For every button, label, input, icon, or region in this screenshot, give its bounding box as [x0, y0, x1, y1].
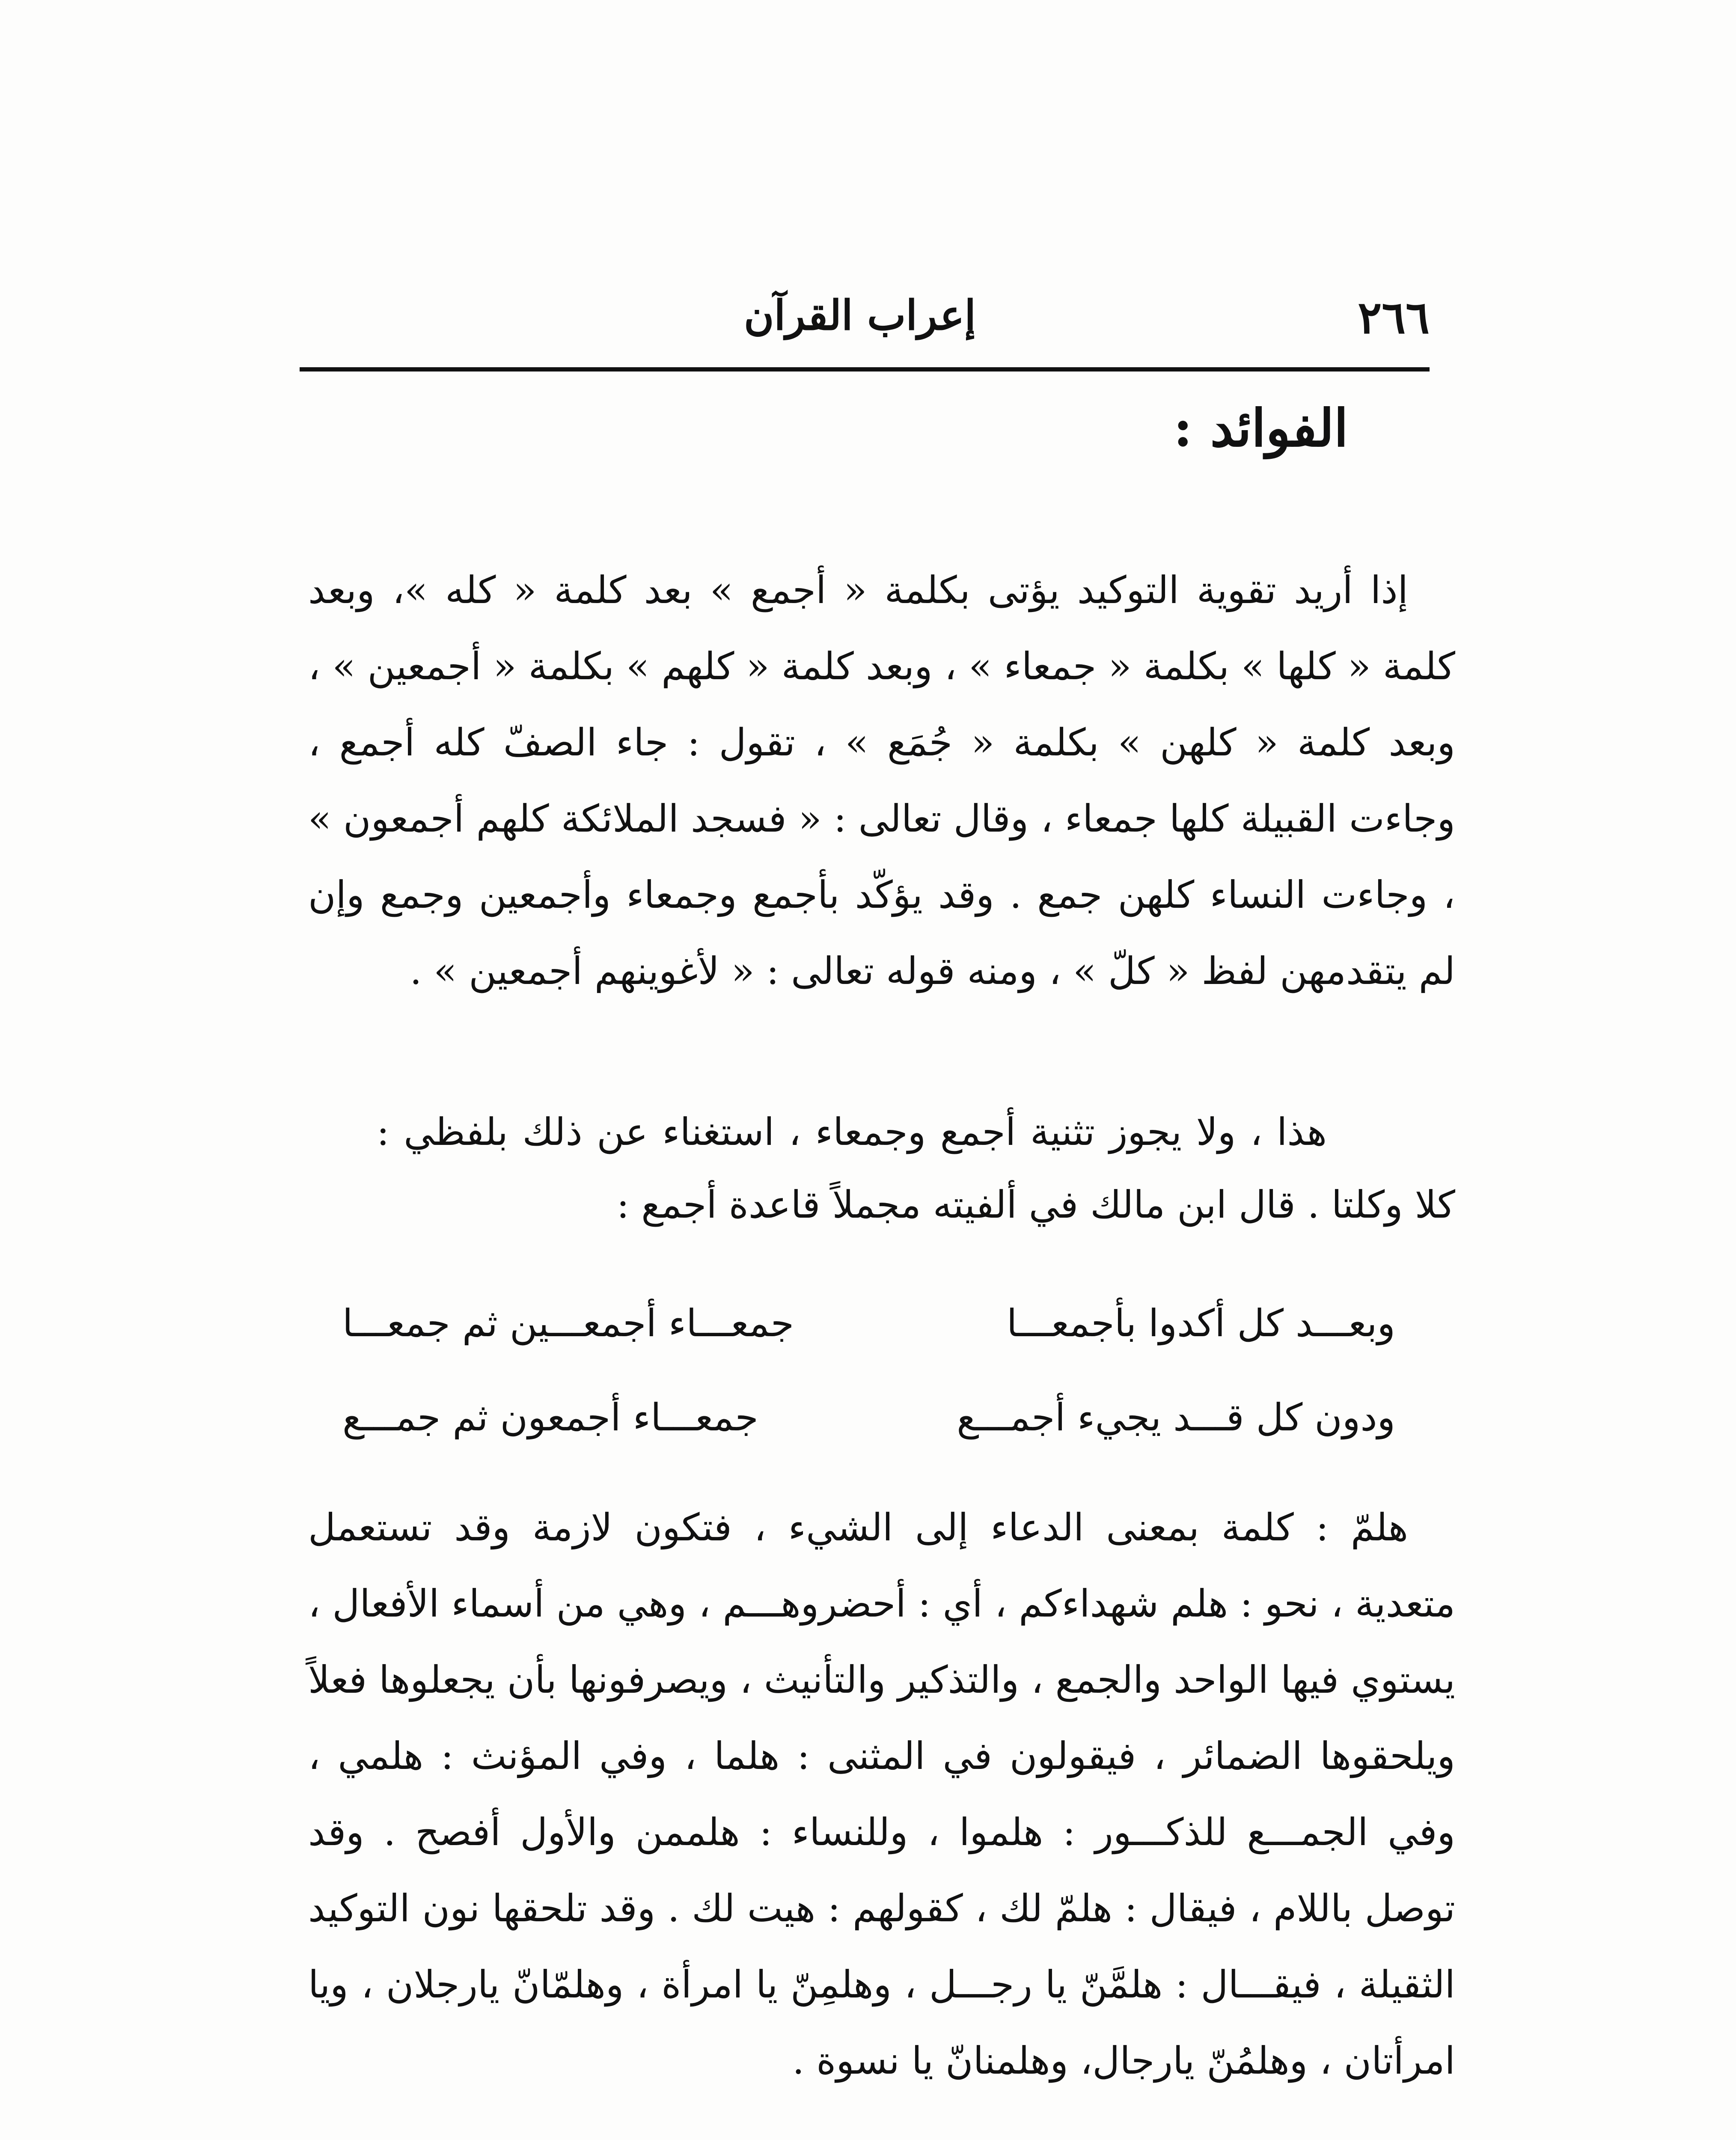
paragraph-dual-forms: هذا ، ولا يجوز تثنية أجمع وجمعاء ، استغناء عن ذلك بلفظي : كلا وكلتا . قال ابن مالك في ألفيته مجملاً قاعدة أجمع :	[377, 1110, 1455, 1227]
paragraph-halumma: هلمّ : كلمة بمعنى الدعاء إلى الشيء ، فتكون لازمة وقد تستعمل متعدية ، نحو : هلم شهداءكم ، أي : أحضروهـــم ، وهي من أسماء الأفعال ، يستوي فيها الواحد والجمع ، والتذكير والتأنيث ، ويصرفونها بأن يجعلوها فعلاً ويلحقوها الضمائر ، فيقولون في المثنى : هلما ، وفي المؤنث : هلمي ، وفي الجمـــع للذكـــور : هلموا ، وللنساء : هلممن والأول أفصح . وقد توصل باللام ، فيقال : هلمّ لك ، كقولهم : هيت لك . وقد تلحقها نون التوكيد الثقيلة ، فيقـــال : هلمَّنّ يا رجـــل ، وهلمِنّ يا امرأة ، وهلمّانّ يارجلان ، ويا امرأتان ، وهلمُنّ يارجال، وهلمنانّ يا نسوة .	[308, 1505, 1455, 2083]
paragraph-emphatic-tawkid: إذا أريد تقوية التوكيد يؤتى بكلمة « أجمع » بعد كلمة « كله »، وبعد كلمة « كلها » بكلمة « جمعاء » ، وبعد كلمة « كلهم » بكلمة « أجمعين » ، وبعد كلمة « كلهن » بكلمة « جُمَع » ، تقول : جاء الصفّ كله أجمع ، وجاءت القبيلة كلها جمعاء ، وقال تعالى : « فسجد الملائكة كلهم أجمعون » ، وجاءت النساء كلهن جمع . وقد يؤكّد بأجمع وجمعاء وأجمعين وجمع وإن لم يتقدمهن لفظ « كلّ » ، ومنه قوله تعالى : « لأغوينهم أجمعين » .	[308, 568, 1455, 993]
verse-line	[342, 1293, 1395, 1378]
verse-second-hemistich: جمعـــاء أجمعـــين ثم جمعـــا	[342, 1301, 794, 1345]
verse-line	[342, 1387, 1395, 1472]
running-title: إعراب القرآن	[743, 291, 976, 339]
verse-block	[342, 1293, 1395, 1481]
verse-second-hemistich: جمعـــاء أجمعون ثم جمـــع	[342, 1395, 758, 1439]
page-body	[308, 0, 1455, 2140]
verse-first-hemistich: وبعـــد كل أكدوا بأجمعـــا	[1006, 1301, 1395, 1345]
verse-first-hemistich: ودون كل قـــد يجيء أجمـــع	[957, 1395, 1395, 1439]
section-heading: الفوائد :	[1173, 398, 1348, 458]
page-number: ٢٦٦	[1358, 291, 1430, 344]
